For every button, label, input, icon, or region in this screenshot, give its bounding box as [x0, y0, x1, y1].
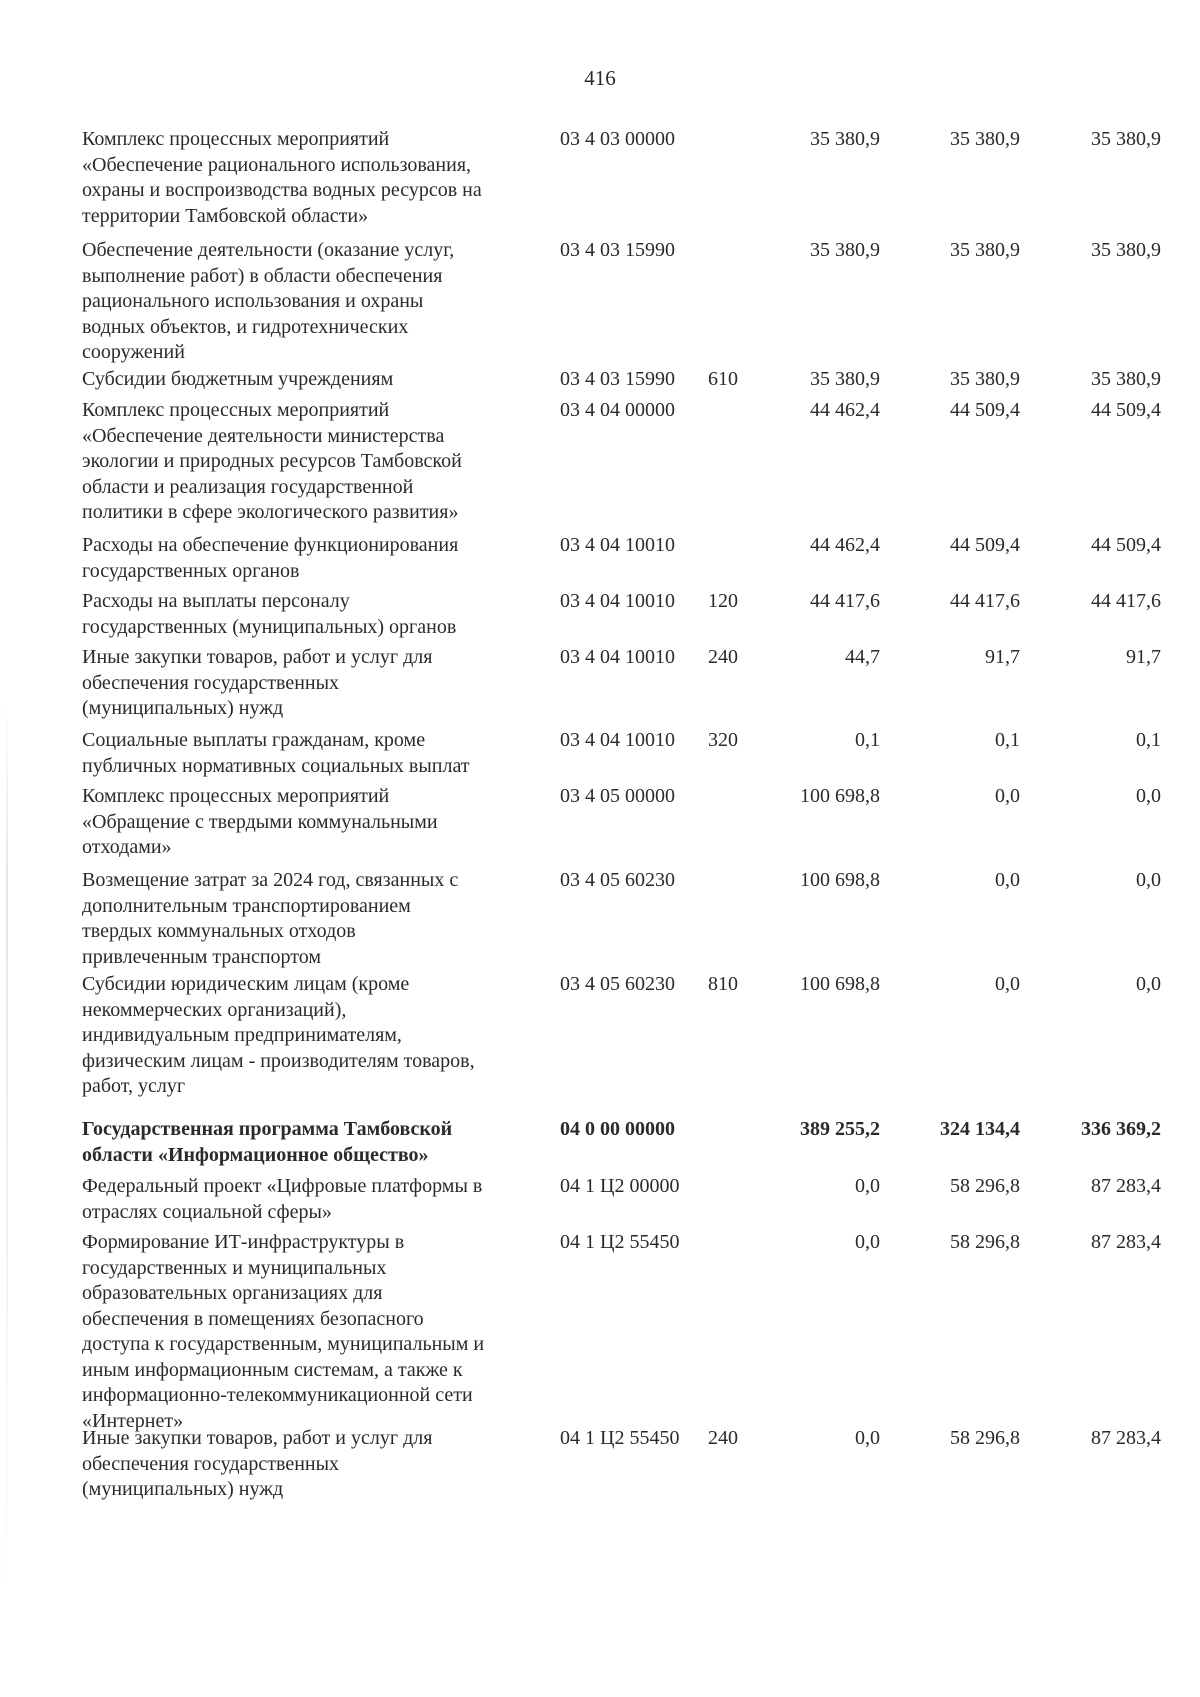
row-value-3: 87 283,4	[1091, 1175, 1161, 1197]
row-value-3: 35 380,9	[1091, 368, 1161, 390]
row-value-2: 91,7	[985, 646, 1020, 668]
row-code: 03 4 04 10010	[560, 534, 675, 556]
row-value-1: 389 255,2	[800, 1118, 880, 1140]
row-code: 03 4 04 10010	[560, 590, 675, 612]
row-value-1: 0,0	[855, 1427, 880, 1449]
row-name: Иные закупки товаров, работ и услуг для обеспечения государственных (муниципальных) нужд	[82, 1427, 433, 1500]
row-expense-type: 240	[708, 1427, 738, 1449]
row-value-3: 87 283,4	[1091, 1231, 1161, 1253]
row-value-1: 0,0	[855, 1175, 880, 1197]
row-value-3: 0,0	[1136, 869, 1161, 891]
row-value-1: 0,1	[855, 729, 880, 751]
row-value-1: 44 417,6	[810, 590, 880, 612]
row-name: Возмещение затрат за 2024 год, связанных с дополнительным транспортированием твердых коммунальных отходов привлеченным транспортом	[82, 869, 459, 968]
row-name: Расходы на обеспечение функционирования государственных органов	[82, 534, 459, 582]
row-value-1: 35 380,9	[810, 368, 880, 390]
row-code: 03 4 05 60230	[560, 869, 675, 891]
row-code: 03 4 05 00000	[560, 785, 675, 807]
row-value-2: 0,0	[995, 869, 1020, 891]
row-value-1: 44 462,4	[810, 399, 880, 421]
row-name: Комплекс процессных мероприятий «Обращение с твердыми коммунальными отходами»	[82, 785, 438, 858]
row-name: Комплекс процессных мероприятий «Обеспечение деятельности министерства экологии и природных ресурсов Тамбовской области и реализация государственной политики в сфере экологического развития»	[82, 399, 462, 523]
row-value-1: 44 462,4	[810, 534, 880, 556]
row-value-2: 35 380,9	[950, 239, 1020, 261]
row-value-3: 35 380,9	[1091, 239, 1161, 261]
row-value-1: 44,7	[845, 646, 880, 668]
row-expense-type: 320	[708, 729, 738, 751]
row-code: 03 4 03 15990	[560, 239, 675, 261]
row-name: Формирование ИТ-инфраструктуры в государственных и муниципальных образовательных организациях для обеспечения в помещениях безопасного доступа к государственным, муниципальным и иным информационным системам, а также к информационно-телекоммуникационной сети «Интернет»	[82, 1231, 485, 1432]
row-name: Субсидии юридическим лицам (кроме некоммерческих организаций), индивидуальным предпринимателям, физическим лицам - производителям товаров, работ, услуг	[82, 973, 475, 1097]
row-name: Расходы на выплаты персоналу государственных (муниципальных) органов	[82, 590, 457, 638]
row-name: Комплекс процессных мероприятий «Обеспечение рационального использования, охраны и воспроизводства водных ресурсов на территории Тамбовской области»	[82, 128, 482, 227]
row-value-3: 35 380,9	[1091, 128, 1161, 150]
row-value-2: 58 296,8	[950, 1175, 1020, 1197]
row-expense-type: 810	[708, 973, 738, 995]
row-value-2: 44 417,6	[950, 590, 1020, 612]
row-code: 03 4 04 10010	[560, 646, 675, 668]
row-value-1: 100 698,8	[800, 785, 880, 807]
row-name: Субсидии бюджетным учреждениям	[82, 368, 394, 390]
row-value-3: 44 509,4	[1091, 534, 1161, 556]
row-value-3: 44 417,6	[1091, 590, 1161, 612]
row-value-2: 35 380,9	[950, 368, 1020, 390]
row-value-1: 35 380,9	[810, 128, 880, 150]
row-name: Иные закупки товаров, работ и услуг для обеспечения государственных (муниципальных) нужд	[82, 646, 433, 719]
row-value-2: 44 509,4	[950, 399, 1020, 421]
row-value-1: 100 698,8	[800, 869, 880, 891]
row-value-1: 35 380,9	[810, 239, 880, 261]
row-value-3: 0,0	[1136, 973, 1161, 995]
row-code: 03 4 04 10010	[560, 729, 675, 751]
row-expense-type: 610	[708, 368, 738, 390]
row-value-2: 44 509,4	[950, 534, 1020, 556]
row-code: 04 1 Ц2 55450	[560, 1427, 680, 1449]
row-value-2: 0,0	[995, 785, 1020, 807]
row-expense-type: 240	[708, 646, 738, 668]
row-value-3: 44 509,4	[1091, 399, 1161, 421]
row-value-3: 91,7	[1126, 646, 1161, 668]
row-code: 04 1 Ц2 00000	[560, 1175, 680, 1197]
row-name: Социальные выплаты гражданам, кроме публичных нормативных социальных выплат	[82, 729, 470, 777]
row-value-2: 58 296,8	[950, 1427, 1020, 1449]
row-value-1: 100 698,8	[800, 973, 880, 995]
row-code: 03 4 03 15990	[560, 368, 675, 390]
row-name: Государственная программа Тамбовской области «Информационное общество»	[82, 1118, 453, 1166]
row-value-1: 0,0	[855, 1231, 880, 1253]
row-name: Федеральный проект «Цифровые платформы в отраслях социальной сферы»	[82, 1175, 483, 1223]
page-number: 416	[584, 66, 616, 90]
row-expense-type: 120	[708, 590, 738, 612]
row-value-2: 35 380,9	[950, 128, 1020, 150]
scan-edge-shadow	[6, 700, 8, 1600]
row-value-2: 324 134,4	[940, 1118, 1020, 1140]
row-code: 03 4 03 00000	[560, 128, 675, 150]
row-code: 03 4 05 60230	[560, 973, 675, 995]
row-value-3: 0,0	[1136, 785, 1161, 807]
row-value-2: 0,1	[995, 729, 1020, 751]
row-value-2: 0,0	[995, 973, 1020, 995]
row-code: 04 0 00 00000	[560, 1118, 675, 1140]
row-code: 04 1 Ц2 55450	[560, 1231, 680, 1253]
row-value-3: 336 369,2	[1081, 1118, 1161, 1140]
row-value-2: 58 296,8	[950, 1231, 1020, 1253]
row-value-3: 0,1	[1136, 729, 1161, 751]
row-code: 03 4 04 00000	[560, 399, 675, 421]
row-value-3: 87 283,4	[1091, 1427, 1161, 1449]
row-name: Обеспечение деятельности (оказание услуг, выполнение работ) в области обеспечения рационального использования и охраны водных объектов, и гидротехнических сооружений	[82, 239, 455, 363]
